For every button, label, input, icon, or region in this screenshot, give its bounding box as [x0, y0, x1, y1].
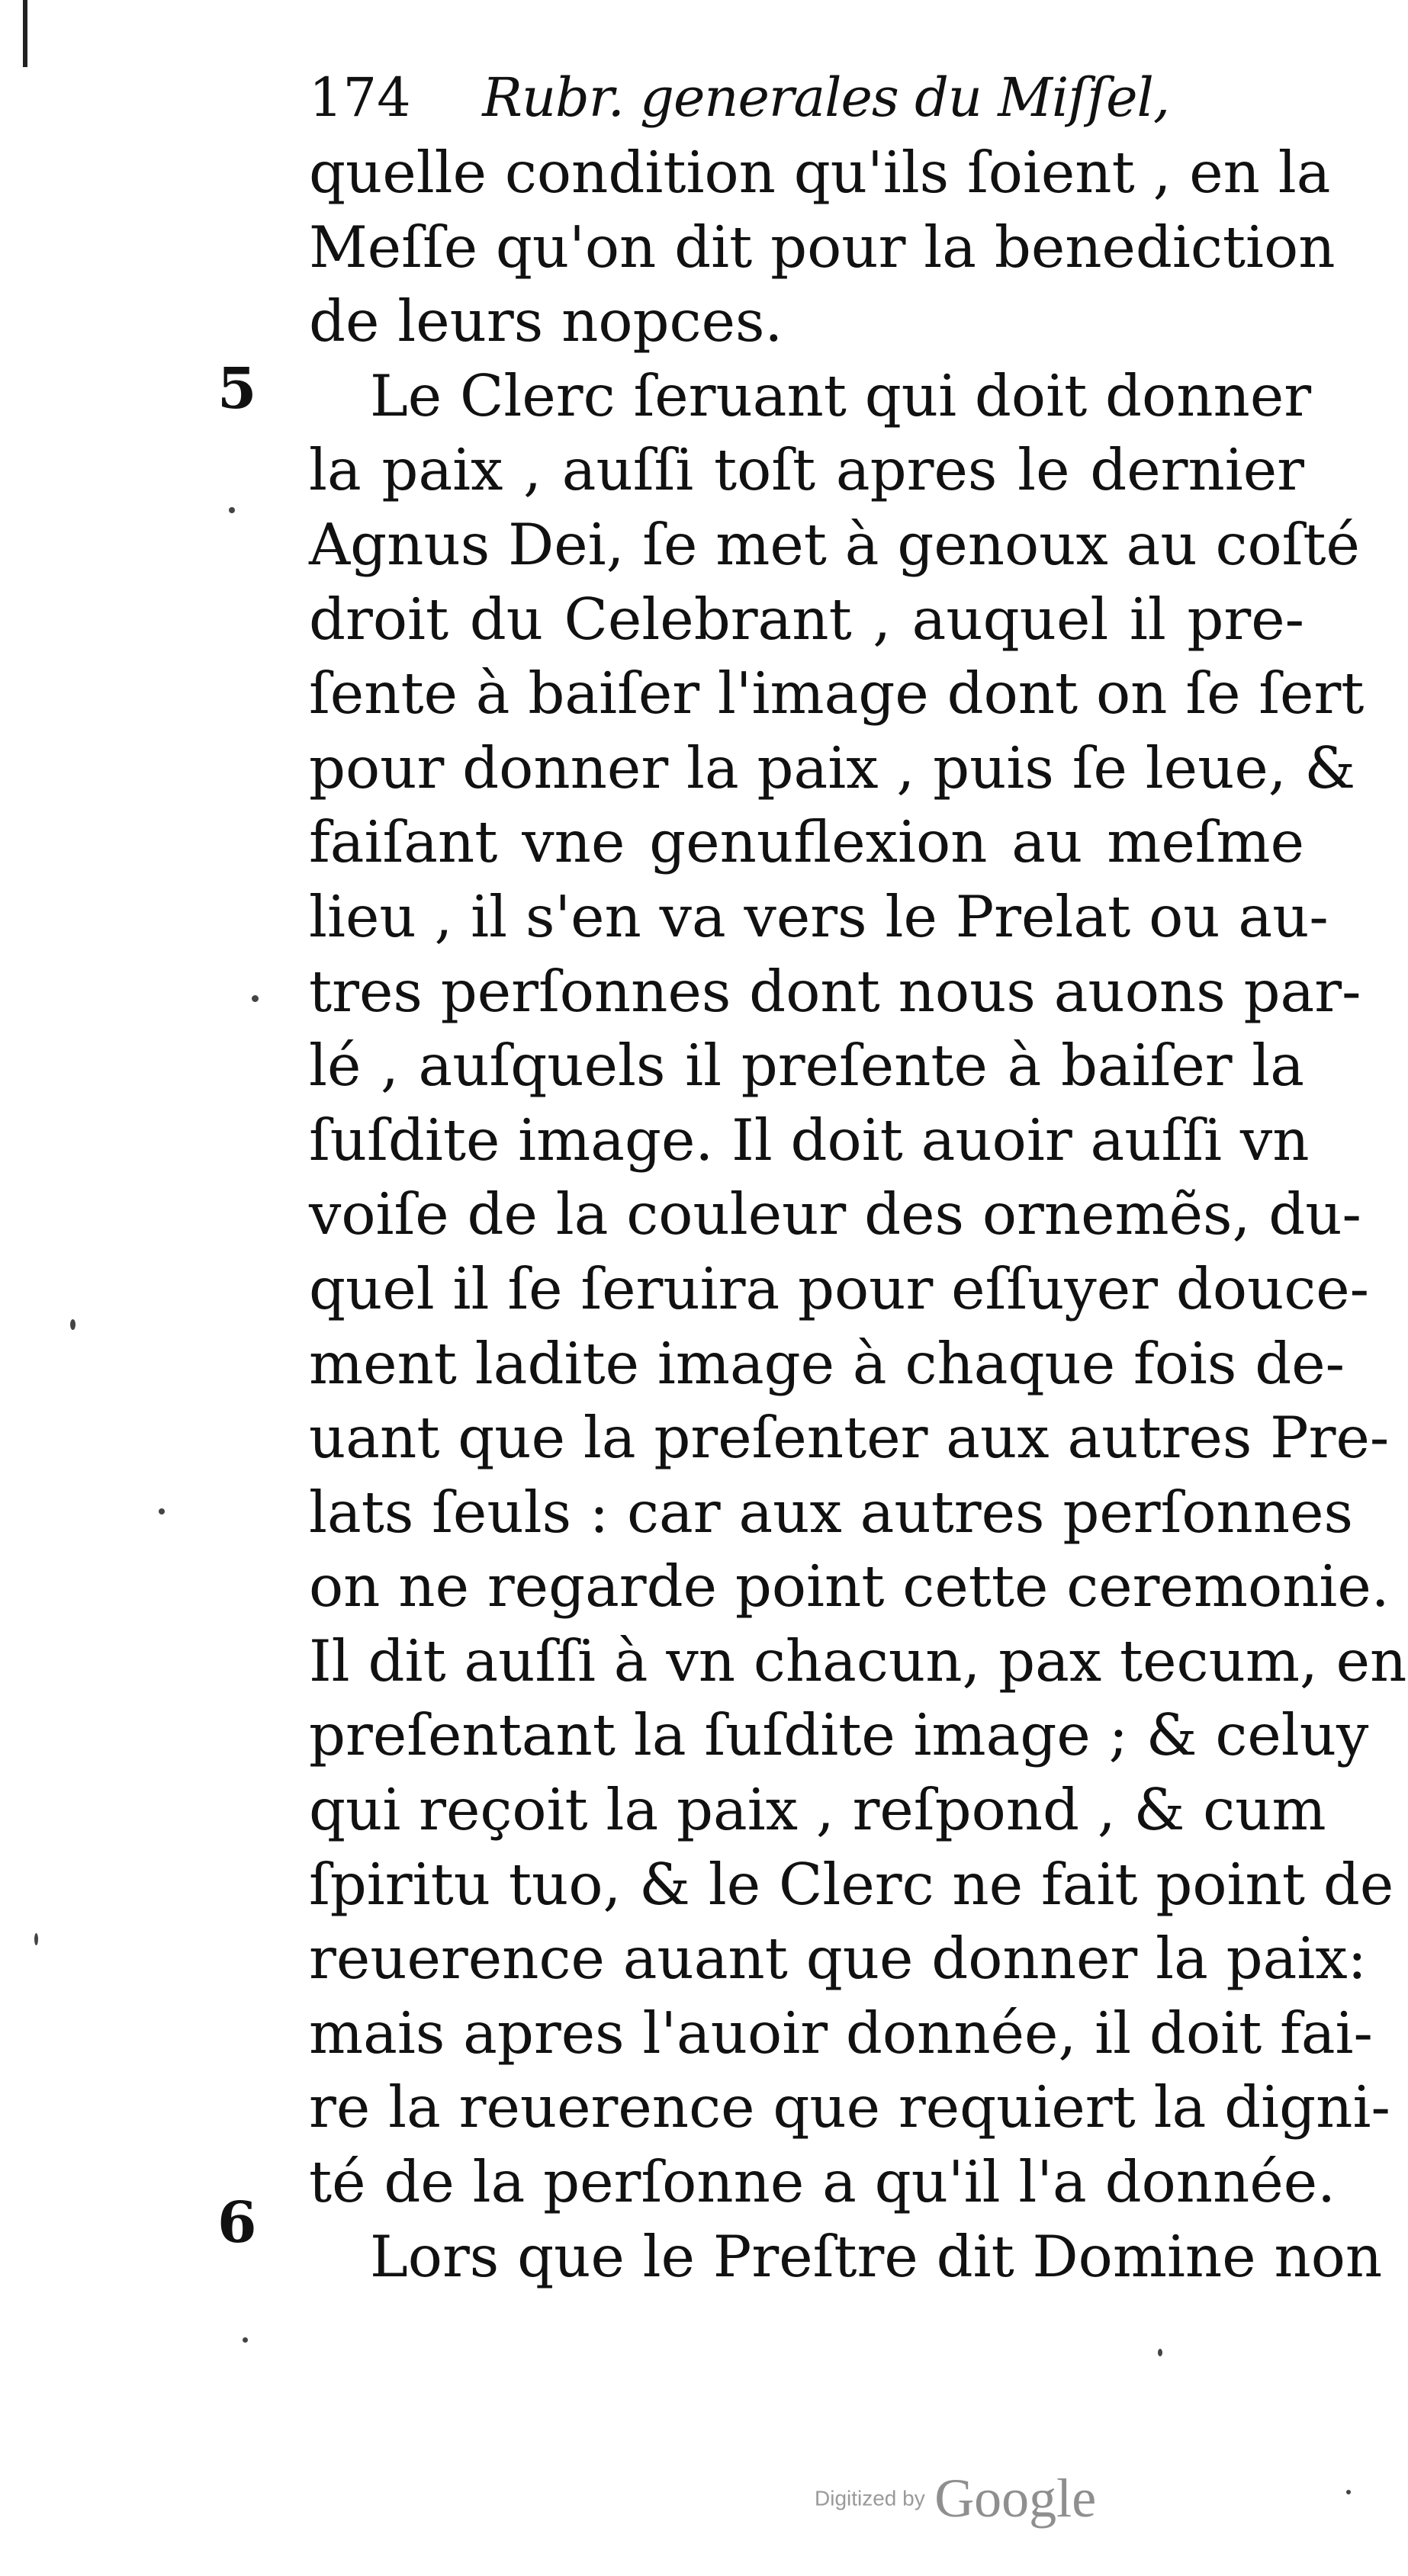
text-line: lats ſeuls : car aux autres perſonnes: [309, 1478, 1353, 1546]
text-line: Meſſe qu'on dit pour la benediction: [309, 213, 1336, 281]
ink-speck: [70, 1319, 76, 1330]
text-line: lieu , il s'en va vers le Prelat ou au-: [309, 882, 1329, 950]
text-line: ſente à baiſer l'image dont on ſe ſert: [309, 660, 1365, 728]
text-line: voiſe de la couleur des ornemẽs, du-: [309, 1180, 1361, 1248]
digitization-watermark: [815, 2467, 1096, 2530]
text-line: Le Clerc ſeruant qui doit donner: [370, 361, 1312, 429]
text-line: mais apres l'auoir donnée, il doit fai-: [309, 1999, 1373, 2067]
ink-speck: [159, 1508, 165, 1514]
ink-speck: [229, 507, 235, 513]
text-line: ſuſdite image. Il doit auoir auſſi vn: [309, 1106, 1310, 1174]
text-line: la paix , auſſi toſt apres le dernier: [309, 436, 1304, 504]
edge-mark: [23, 0, 27, 67]
text-line: tres perſonnes dont nous auons par-: [309, 957, 1361, 1025]
page-header: [309, 63, 1316, 133]
page-number: 174: [309, 66, 411, 129]
text-line: droit du Celebrant , auquel il pre-: [309, 585, 1304, 653]
ink-speck: [252, 995, 259, 1002]
ink-speck: [1346, 2490, 1351, 2494]
text-line: uant que la preſenter aux autres Pre-: [309, 1404, 1390, 1472]
text-line: lé , auſquels il preſente à baiſer la: [309, 1032, 1304, 1100]
text-line: preſentant la ſuſdite image ; & celuy: [309, 1701, 1369, 1769]
text-line: ſpiritu tuo, & le Clerc ne fait point de: [309, 1850, 1394, 1918]
ink-speck: [34, 1933, 38, 1945]
running-title: Rubr. generales du Miſſel,: [482, 66, 1170, 129]
text-line: té de la perſonne a qu'il l'a donnée.: [309, 2148, 1336, 2216]
text-line: faiſant vne genuflexion au meſme: [309, 808, 1304, 876]
text-line: Agnus Dei, ſe met à genoux au coſté: [309, 510, 1360, 578]
text-line: Il dit auſſi à vn chacun, pax tecum, en: [309, 1627, 1407, 1694]
ink-speck: [243, 2337, 248, 2343]
body-text: [309, 136, 1407, 2294]
text-line: reuerence auant que donner la paix:: [309, 1925, 1367, 1993]
text-line: Lors que le Preſtre dit Domine non: [370, 2222, 1383, 2290]
paragraph-number-5: 5: [217, 356, 257, 422]
paragraph-number-6: 6: [217, 2190, 257, 2256]
text-line: quel il ſe ſeruira pour eſſuyer douce-: [309, 1254, 1370, 1322]
text-line: ment ladite image à chaque fois de-: [309, 1329, 1345, 1397]
text-line: quelle condition qu'ils ſoient , en la: [309, 139, 1331, 206]
text-line: qui reçoit la paix , reſpond , & cum: [309, 1776, 1326, 1844]
digitized-by-label: Digitized by: [815, 2486, 925, 2510]
ink-speck: [1158, 2349, 1162, 2356]
google-wordmark: Google: [934, 2468, 1097, 2529]
text-line: re la reuerence que requiert la digni-: [309, 2073, 1390, 2141]
text-line: pour donner la paix , puis ſe leue, &: [309, 734, 1356, 801]
text-line: on ne regarde point cette ceremonie.: [309, 1553, 1390, 1620]
text-line: de leurs nopces.: [309, 287, 783, 355]
